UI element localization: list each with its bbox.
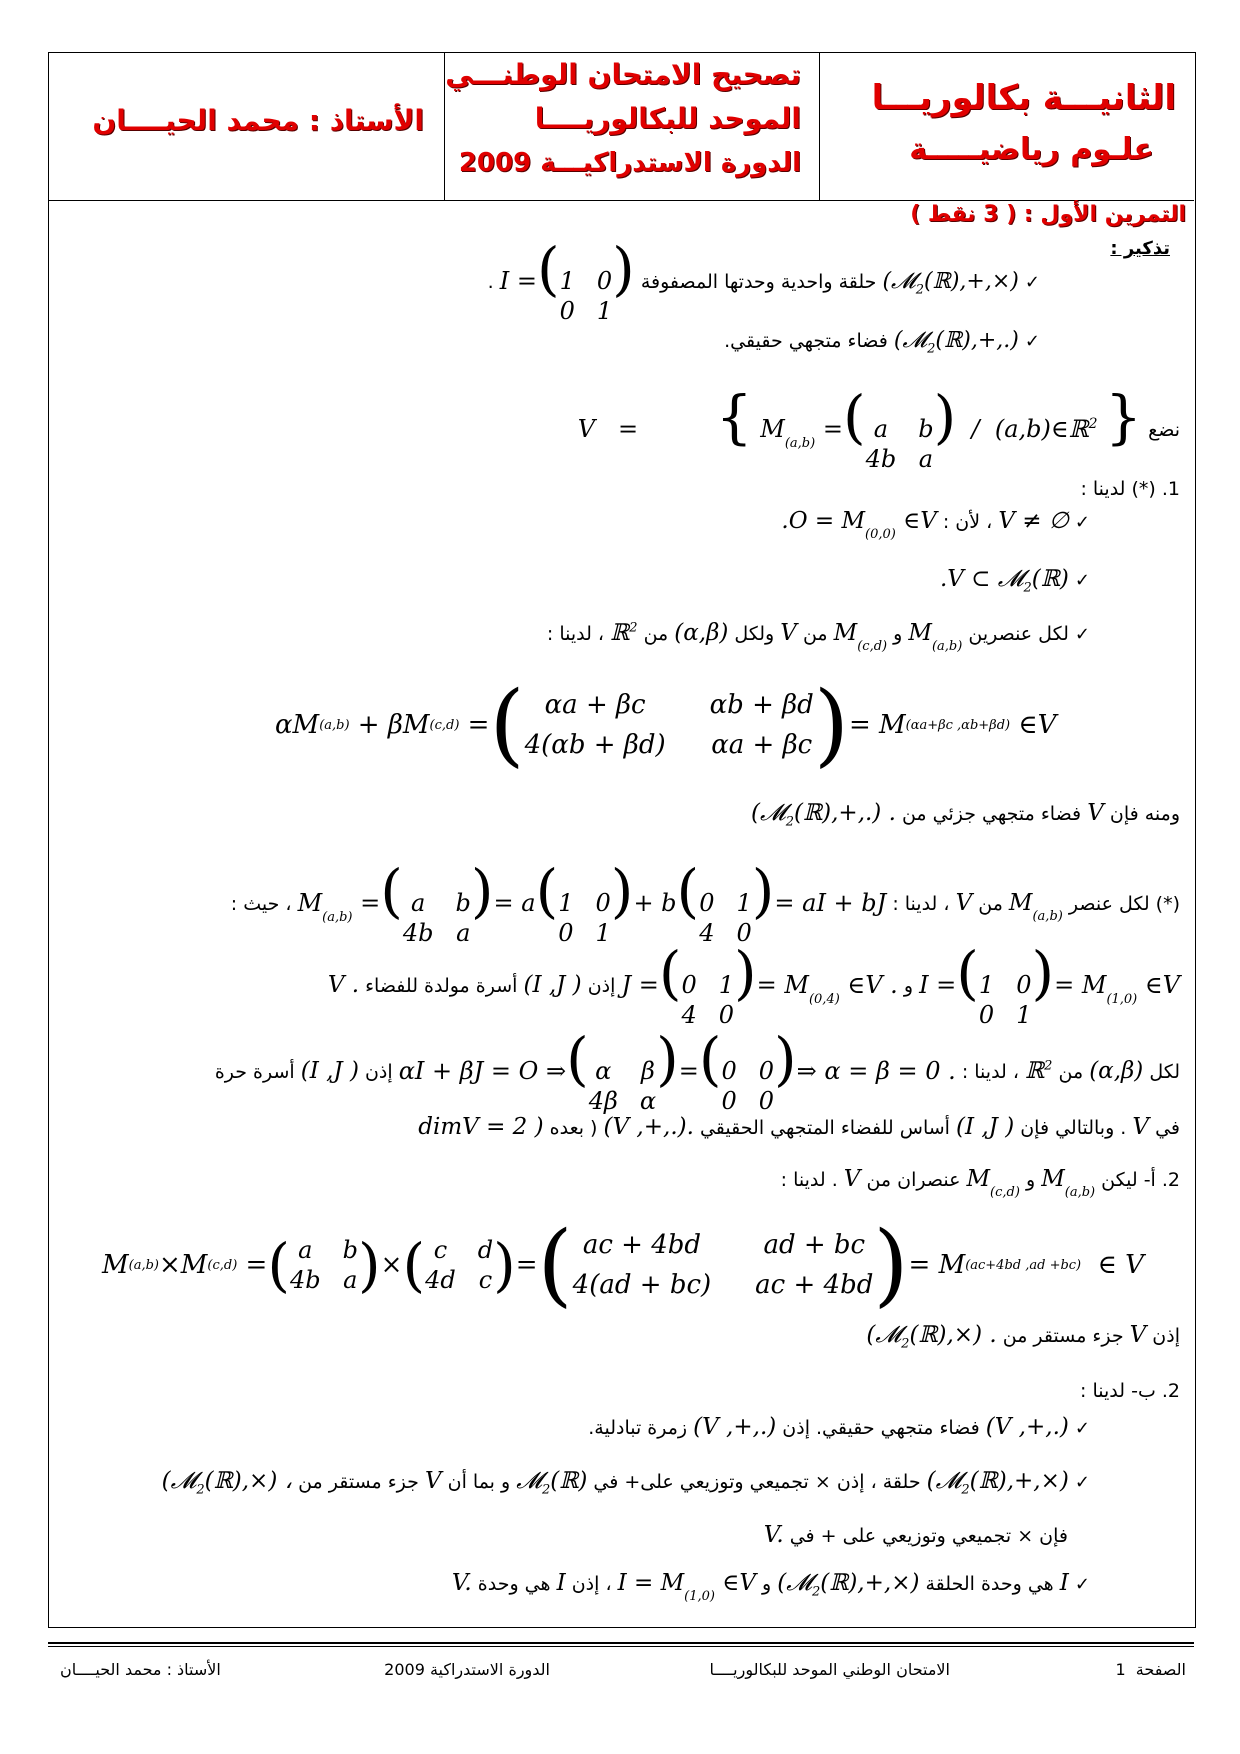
q1-basis: في V . وبالتالي فإن (I ,J ) أساس للفضاء المتجهي الحقيقي (V ,+,.). ( بعده dimV = 2 ) [418,1114,1180,1140]
footer-page: الصفحة 1 [1115,1660,1186,1679]
q1-line-a: ✓ V ≠ ∅ ، لأن : $.O = M_{(0,0)}$ ∈V [781,508,1090,542]
q1-line-c: ✓ لكل عنصرين $M_{(a,b)}$ و $M_{(c,d)}$ من V ولكل (α,β) من ℝ$^2$ ، لدينا : [546,620,1090,654]
reminder-label: تذكير : [1110,238,1170,259]
q2b-line-3: فإن × تجميعي وتوزيعي على + في V. [763,1522,1068,1548]
q2b-line-1: ✓ (V ,+,.) فضاء متجهي حقيقي. إذن (V ,+,.) زمرة تبادلية. [588,1414,1090,1440]
linear-combination: αM (a,b) + βM (c,d) = ( αa + βc αb + βd 4(αb + βd) αa + βc ) = M (αa+βc ,αb+βd) ∈V [275,672,1057,777]
exam-title-2: الموحد للبكالوريــــا [534,102,801,135]
footer-rule-thin [48,1646,1194,1647]
header [48,52,1194,201]
q1-line-b: ✓ .V ⊂ 𝓜$_2$(ℝ) [939,566,1090,596]
q1-conclusion: ومنه فإن V فضاء متجهي جزئي من (𝓜$_2$(ℝ),+,.) . [751,800,1180,830]
page-number: 1 [1115,1660,1126,1679]
footer-rule [48,1642,1194,1644]
q2b-line-4: ✓ I هي وحدة الحلقة (𝓜$_2$(ℝ),+,×) و $I = M_{(1,0)}$ ∈V ، إذن I هي وحدة V. [451,1570,1090,1604]
exercise-title: التمرين الأول : ( 3 نقط ) [910,202,1186,227]
q1-intro: 1. (*) لدينا : [1080,478,1180,500]
footer-exam: الامتحان الوطني الموحد للبكالوريــــا [709,1660,950,1679]
footer-session: الدورة الاستدراكية 2009 [384,1660,550,1679]
footer-teacher: الأستاذ : محمد الحيــــان [60,1660,221,1679]
exam-title-3: الدورة الاستدراكيـــة 2009 [458,148,801,178]
q2a-conclusion: إذن V جزء مستقر من (𝓜$_2$(ℝ),×) . [866,1322,1180,1352]
teacher-name: الأستاذ : محمد الحيــــان [92,104,424,137]
exam-title-1: تصحيح الامتحان الوطنـــي [445,58,801,91]
set-v-definition: نضع V = { $M_{(a,b)}$ =( a b 4b a ) / (a,b)∈ℝ$^2$ } [577,383,1180,473]
level-title: الثانيـــة بكالوريـــا [871,78,1176,118]
q1-generator-b: I =( 1 0 0 1 )= $M_{(1,0)}$ ∈V و J =( 0 1 4 0 )= $M_{(0,4)}$ ∈V . إذن (I ,J ) أسرة مولدة للفضاء V . [327,939,1180,1029]
stream-title: علـوم رياضيـــــة [909,132,1154,167]
reminder-line-2: ✓ (𝓜$_2$(ℝ),+,.) فضاء متجهي حقيقي. [724,328,1040,357]
exercise-points: ( 3 نقط ) [910,202,1017,227]
q1-generator: (*) لكل عنصر $M_{(a,b)}$ من V ، لدينا : $M_{(a,b)}$ =( a b 4b a )= a( 1 0 0 1 )+ b( 0 1 4 0 )= aI + bJ ، حيث : [230,857,1180,947]
header-exam [444,52,820,200]
header-level [820,52,1194,200]
product-formula: M (a,b) ×M (c,d) = ( a b 4b a ) × ( c d 4d c ) = ( ac + 4bd ad + bc 4(ad + bc) ac + 4bd ) = M (ac+4bd ,ad +bc) ∈ V [102,1212,1144,1317]
q2b-intro: 2. ب- لدينا : [1080,1380,1180,1402]
q2a-intro: 2. أ- ليكن $M_{(a,b)}$ و $M_{(c,d)}$ عنصران من V . لدينا : [780,1166,1180,1200]
header-teacher [48,52,444,200]
q2b-line-2: ✓ (𝓜$_2$(ℝ),+,×) حلقة ، إذن × تجميعي وتوزيعي على+ في 𝓜$_2$(ℝ) و بما أن V جزء مستقر من (𝓜$_2$(ℝ),×) ، [161,1468,1090,1498]
q1-free-family: لكل (α,β) من ℝ$^2$ ، لدينا : αI + βJ = O ⇒( α β 4β α )=( 0 0 0 0 )⇒ α = β = 0 . إذن (I ,J ) أسرة حرة [214,1025,1180,1115]
reminder-line-1: ✓ (𝓜$_2$(ℝ),+,×) حلقة واحدية وحدتها المصفوفة I =( 1 0 0 1 ) . [487,235,1040,325]
